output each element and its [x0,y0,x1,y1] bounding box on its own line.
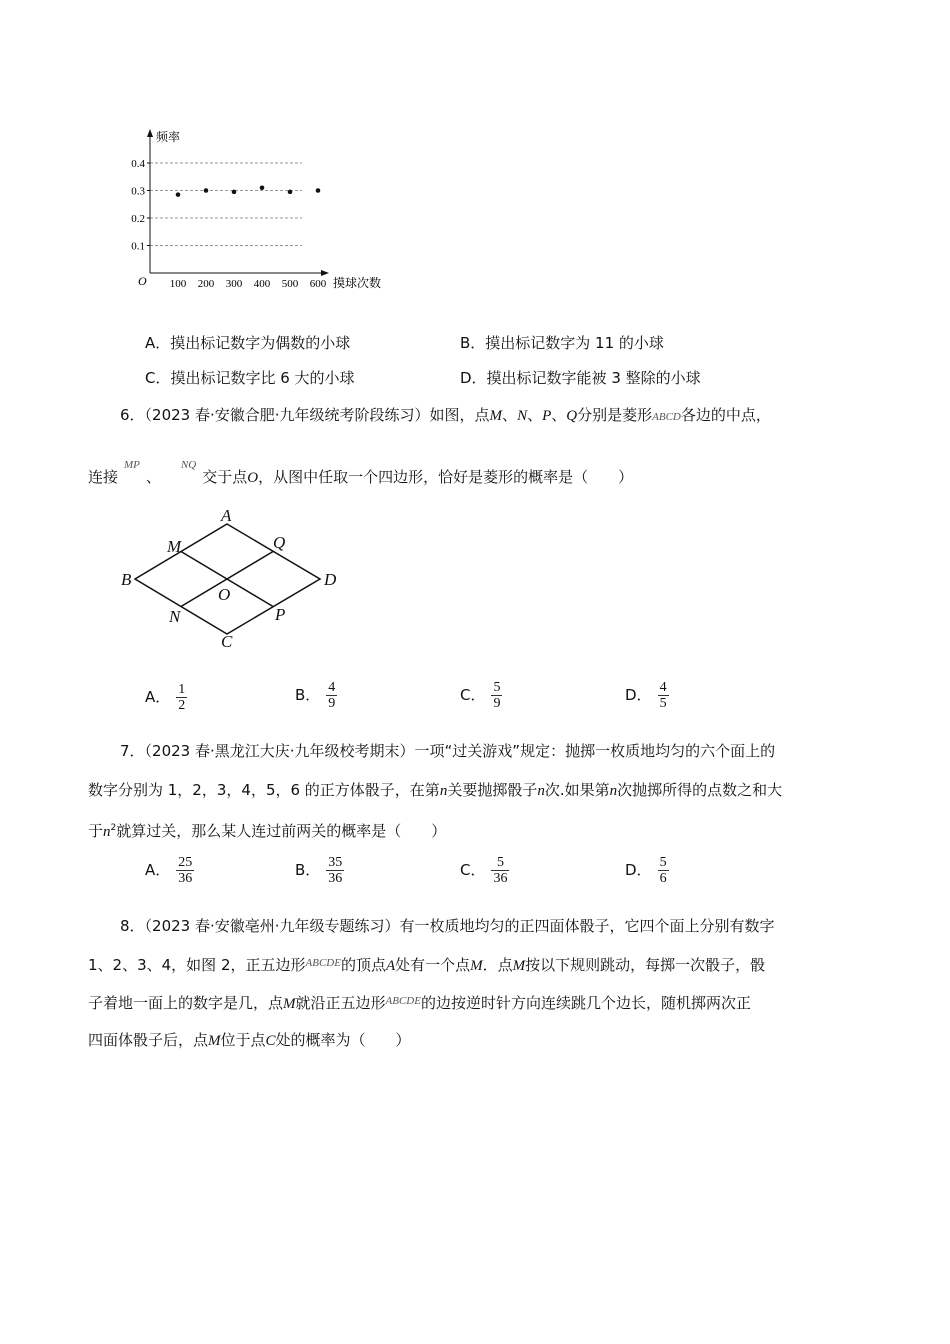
y-axis-arrow [147,129,153,137]
q5-option-d: D．摸出标记数字能被 3 整除的小球 [460,369,701,387]
origin-label: O [138,274,147,288]
q6-var-q: Q [566,408,578,424]
x-tick-label: 200 [197,278,215,290]
x-tick-label: 600 [309,278,327,290]
q6-option-a: A． $\frac{1}{2}$ [145,682,186,713]
frequency-scatter-chart [115,125,405,295]
q6-text: ，从图中任取一个四边形，恰好是菱形的概率是（ ） [258,468,634,486]
q5-option-c: C．摸出标记数字比 6 大的小球 [145,369,355,387]
q7-line-3: 于$n^2$就算过关，那么某人连过前两关的概率是（ ） [88,822,447,840]
q6-sep: 、 [551,406,567,424]
label-o: O [218,585,231,604]
q6-segment-nq: NQ [180,459,197,471]
x-axis-arrow [321,270,329,276]
data-point [288,190,293,195]
q7-line-2: 数字分别为 1，2，3，4，5，6 的正方体骰子，在第n关要抛掷骰子n次.如果第n次抛掷所得的点数之和大 [88,781,783,799]
data-point [204,188,209,193]
q6-number: 6． [120,406,145,424]
q6-segment-mp: MP [124,459,140,471]
q8-line-4: 四面体骰子后，点M位于点C处的概率为（ ） [88,1031,411,1049]
q6-text: 连接 [88,468,119,486]
label-m: M [167,537,182,556]
label-p: P [275,605,286,624]
x-tick-label: 400 [253,278,271,290]
q5-option-a: A．摸出标记数字为偶数的小球 [145,334,351,352]
q8-line-1: 8．（2023 春·安徽亳州·九年级专题练习）有一枚质地均匀的正四面体骰子，它四个面上分别有数字 [120,917,775,935]
data-point [176,192,181,197]
y-axis-label: 频率 [156,130,181,144]
label-a: A [221,510,232,525]
label-q: Q [273,533,286,552]
q6-text: 交于点 [202,468,248,486]
q6-var-p: P [542,408,552,424]
label-c: C [221,632,233,650]
q6-text: 如图，点 [429,406,490,424]
q8-line-2: 1、2、3、4，如图 2，正五边形$^{ABCDE}$的顶点A处有一个点M．点M按以下规则跳动，每掷一次骰子，骰 [88,956,766,974]
q6-line-1 [120,405,771,427]
q6-sep: 、 [145,468,161,486]
q7-line-1: 7．（2023 春·黑龙江大庆·九年级校考期末）一项“过关游戏”规定：抛掷一枚质地均匀的六个面上的 [120,742,776,760]
label-n: N [169,607,181,626]
y-tick-label: 0.3 [131,185,145,198]
q6-var-m: M [489,408,503,424]
q6-text: 分别是菱形 [577,406,653,424]
q7-option-c: C． $\frac{5}{36}$ [460,855,508,886]
q6-option-d: D． $\frac{4}{5}$ [625,680,667,711]
q6-sep: 、 [502,406,518,424]
x-tick-label: 500 [281,278,299,290]
q8-line-3: 子着地一面上的数字是几，点M就沿正五边形$^{ABCDE}$的边按逆时针方向连续跳几个边长，随机掷两次正 [88,994,751,1012]
q7-option-b: B． $\frac{35}{36}$ [295,855,343,886]
y-tick-label: 0.2 [131,213,145,225]
q5-option-b: B．摸出标记数字为 11 的小球 [460,334,664,352]
q6-line-2 [88,459,634,489]
data-point [316,188,321,193]
y-tick-label: 0.4 [131,158,145,170]
q6-var-n: N [517,408,528,424]
label-d: D [324,570,337,589]
q6-option-b: B． $\frac{4}{9}$ [295,680,336,711]
data-point [260,185,265,190]
x-tick-label: 300 [225,278,243,290]
q6-sep: 、 [527,406,543,424]
label-b: B [121,570,132,589]
x-tick-label: 100 [169,278,187,290]
q6-rhombus-name: ABCD [652,411,681,423]
x-axis-label: 摸球次数 [333,276,382,290]
q7-option-d: D． $\frac{5}{6}$ [625,855,667,886]
rhombus-figure [115,510,345,650]
q6-option-c: C． $\frac{5}{9}$ [460,680,501,711]
q6-text: 各边的中点， [680,406,771,424]
data-point [232,190,237,195]
q7-option-a: A． $\frac{25}{36}$ [145,855,193,886]
q6-source: （2023 春·安徽合肥·九年级统考阶段练习） [144,406,430,424]
y-tick-label: 0.1 [131,240,145,253]
q6-var-o: O [247,470,259,486]
